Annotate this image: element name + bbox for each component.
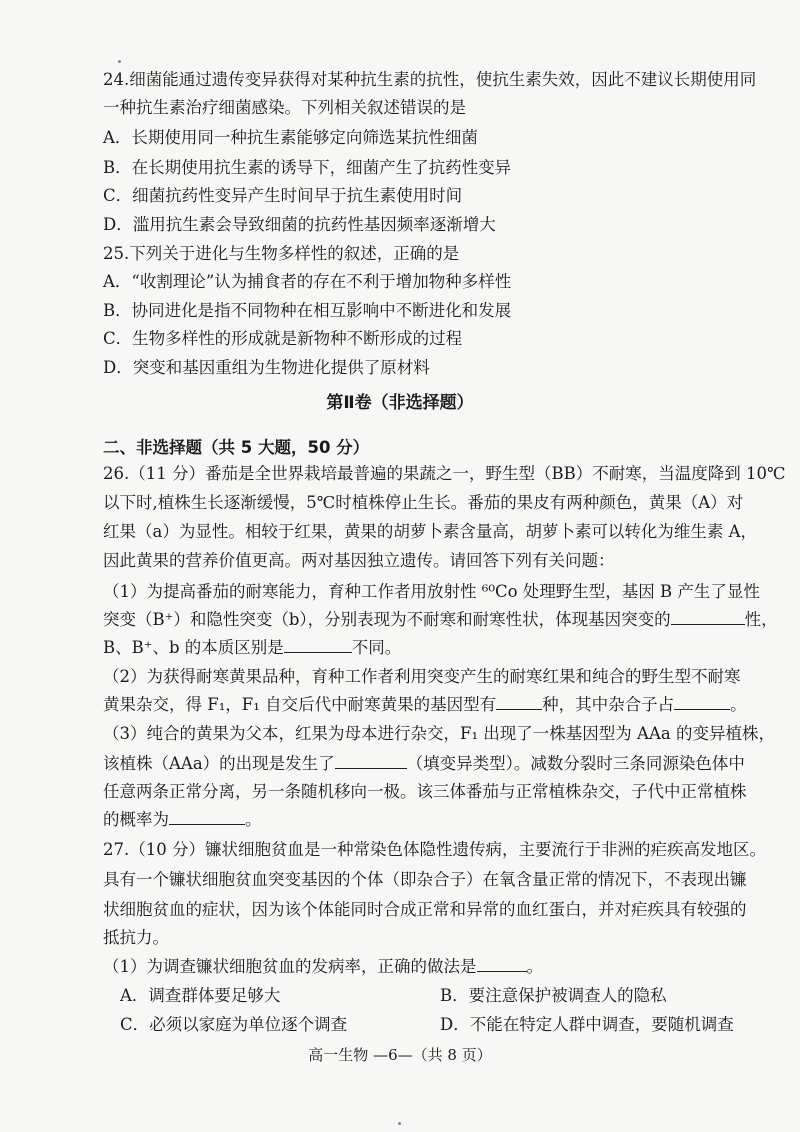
- q26-sub3-line1: （3）纯合的黄果为父本，红果为母本进行杂交，F₁ 出现了一株基因型为 AAa 的变异植株，: [103, 724, 775, 743]
- answer-blank-5[interactable]: [335, 752, 407, 769]
- q24-option-d: D．滥用抗生素会导致细菌的抗药性基因频率逐渐增大: [103, 215, 496, 234]
- q27-sub1: [103, 955, 750, 979]
- q26-line1: 26.（11 分）番茄是全世界栽培最普遍的果蔬之一，野生型（BB）不耐寒，当温度降到 10℃: [103, 464, 786, 483]
- q26-sub3-line4-text: 的概率为: [103, 810, 169, 829]
- answer-blank-4[interactable]: [674, 693, 730, 710]
- q25-option-c: C．生物多样性的形成就是新物种不断形成的过程: [103, 329, 463, 348]
- q27-option-a: A．调查群体要足够大: [120, 986, 281, 1005]
- q25-stem: 25.下列关于进化与生物多样性的叙述，正确的是: [103, 244, 460, 263]
- q26-sub1-line3-tail: 不同。: [351, 638, 402, 657]
- q26-sub2-line2-text: 黄果杂交，得 F₁，F₁ 自交后代中耐寒黄果的基因型有: [103, 695, 497, 714]
- q26-sub1-line2-tail: 性，: [744, 610, 778, 629]
- q26-line3: 红果（a）为显性。相较于红果，黄果的胡萝卜素含量高，胡萝卜素可以转化为维生素 A，: [103, 522, 757, 541]
- section-title: 第Ⅱ卷（非选择题）: [326, 393, 474, 413]
- q24-stem-line1: 24.细菌能通过遗传变异获得对某种抗生素的抗性，使抗生素失效，因此不建议长期使用同: [103, 70, 757, 89]
- scan-speck: [398, 1122, 401, 1125]
- q26-line2: 以下时,植株生长逐渐缓慢，5℃时植株停止生长。番茄的果皮有两种颜色，黄果（A）对: [103, 493, 744, 512]
- q25-option-d: D．突变和基因重组为生物进化提供了原材料: [103, 358, 430, 377]
- q24-option-b: B．在长期使用抗生素的诱导下，细菌产生了抗药性变异: [103, 158, 512, 177]
- answer-blank-3[interactable]: [496, 693, 542, 710]
- q24-option-c: C．细菌抗药性变异产生时间早于抗生素使用时间: [103, 186, 463, 205]
- answer-blank-7[interactable]: [477, 955, 527, 972]
- q26-sub2-line2-tail: 。: [730, 695, 747, 714]
- q26-sub3-line4: [103, 808, 750, 832]
- q27-line4: 抵抗力。: [103, 928, 169, 947]
- q26-sub1-line3: [103, 636, 750, 660]
- q24-stem-line2: 一种抗生素治疗细菌感染。下列相关叙述错误的是: [103, 98, 466, 117]
- q26-sub3-line2-text: 该植株（AAa）的出现是发生了: [103, 754, 335, 773]
- q27-line2: 具有一个镰状细胞贫血突变基因的个体（即杂合子）在氧含量正常的情况下，不表现出镰: [103, 870, 747, 889]
- q26-sub1-line3-text: B、B⁺、b 的本质区别是: [103, 638, 284, 657]
- q27-sub1-tail: 。: [526, 957, 543, 976]
- answer-blank-1[interactable]: [671, 608, 745, 625]
- q26-sub1-line2: [103, 608, 778, 632]
- q26-line4: 因此黄果的营养价值更高。两对基因独立遗传。请回答下列有关问题：: [103, 551, 615, 570]
- q27-line3: 状细胞贫血的症状，因为该个体能同时合成正常和异常的血红蛋白，并对疟疾具有较强的: [103, 900, 747, 919]
- answer-blank-2[interactable]: [284, 636, 352, 653]
- q26-sub3-line3: 任意两条正常分离，另一条随机移向一极。该三体番茄与正常植株杂交，子代中正常植株: [103, 782, 747, 801]
- q27-option-c: C．必须以家庭为单位逐个调查: [120, 1015, 348, 1034]
- q25-option-a: A．“收割理论”认为捕食者的存在不利于增加物种多样性: [103, 272, 512, 291]
- q24-option-a: A．长期使用同一种抗生素能够定向筛选某抗性细菌: [103, 128, 478, 147]
- q25-option-b: B．协同进化是指不同物种在相互影响中不断进化和发展: [103, 301, 512, 320]
- q26-sub2-line2-mid: 种，其中杂合子占: [542, 695, 675, 714]
- q26-sub1-line2-text: 突变（B⁺）和隐性突变（b），分别表现为不耐寒和耐寒性状，体现基因突变的: [103, 610, 671, 629]
- scan-speck: [118, 60, 121, 63]
- q27-option-d: D．不能在特定人群中调查，要随机调查: [440, 1015, 734, 1034]
- q27-sub1-text: （1）为调查镰状细胞贫血的发病率，正确的做法是: [103, 957, 477, 976]
- q26-sub2-line1: （2）为获得耐寒黄果品种，育种工作者利用突变产生的耐寒红果和纯合的野生型不耐寒: [103, 667, 741, 686]
- q26-sub3-line2: [103, 752, 750, 776]
- q27-option-b: B．要注意保护被调查人的隐私: [440, 986, 667, 1005]
- q26-sub1-line1: （1）为提高番茄的耐寒能力，育种工作者用放射性 ⁶⁰Co 处理野生型，基因 B 产生了显性: [103, 582, 760, 601]
- q26-sub3-line2-tail: （填变异类型）。减数分裂时三条同源染色体中: [406, 754, 745, 773]
- q27-line1: 27.（10 分）镰状细胞贫血是一种常染色体隐性遗传病，主要流行于非洲的疟疾高发地区。: [103, 840, 766, 859]
- page-footer: 高一生物 —6—（共 8 页）: [308, 1046, 492, 1064]
- q26-sub2-line2: [103, 693, 750, 717]
- part2-heading: 二、非选择题（共 5 大题，50 分）: [103, 438, 370, 457]
- q26-sub3-line4-tail: 。: [245, 810, 262, 829]
- answer-blank-6[interactable]: [169, 808, 245, 825]
